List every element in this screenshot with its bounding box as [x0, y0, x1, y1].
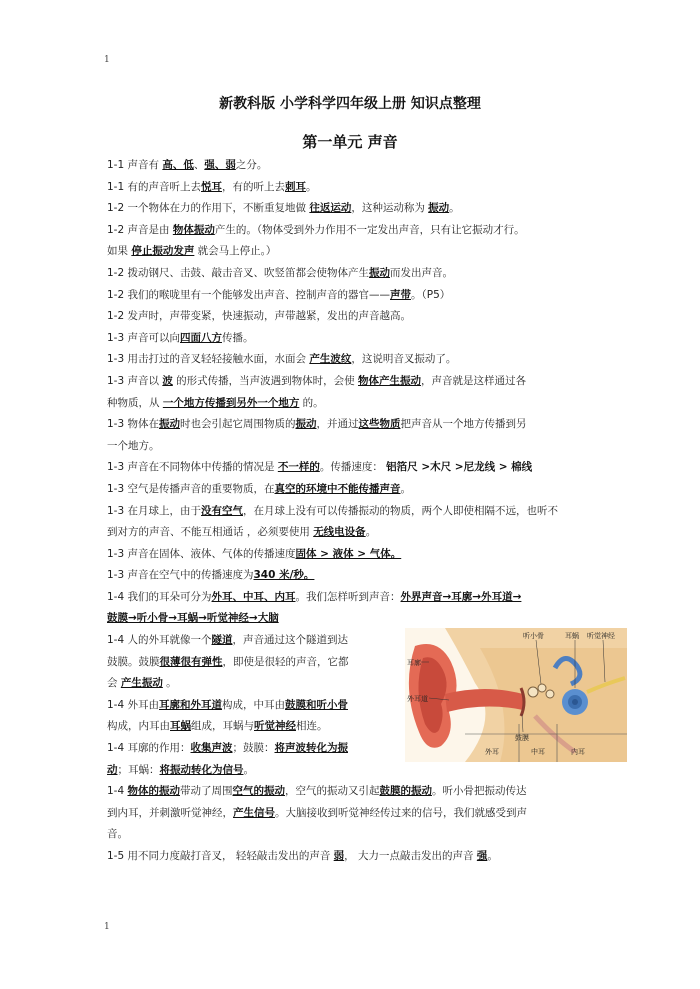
key-term: 鼓膜和听小骨: [285, 698, 348, 711]
text-segment: 一个地方。: [107, 439, 160, 452]
text-segment: 。: [487, 850, 498, 862]
note-line: [107, 716, 412, 738]
text-segment: 1-4 外耳由: [107, 698, 159, 711]
text-segment: 1-3 声音在空气中的传播速度为: [107, 569, 254, 582]
note-line: [107, 824, 627, 846]
key-term: 听觉神经: [254, 720, 296, 733]
text-segment: ， 大力一点敲击发出的声音: [344, 850, 477, 862]
text-segment: 1-2 我们的喉咙里有一个能够发出声音、控制声音的器官——: [107, 288, 390, 301]
key-term: 隧道: [211, 634, 233, 647]
text-segment: 1-3 用击打过的音叉轻轻接触水面，水面会: [107, 353, 310, 366]
text-segment: ，声音通过这个隧道到达: [232, 634, 348, 647]
text-segment: 。大脑接收到听觉神经传过来的信号，我们就感受到声: [275, 806, 527, 819]
note-line: [107, 544, 627, 566]
key-term: 鼓膜→听小骨→耳蜗→听觉神经→大脑: [107, 612, 279, 625]
key-term: 强、弱: [204, 159, 236, 171]
key-term: 四面八方: [180, 331, 222, 344]
ossicle-3: [546, 690, 554, 698]
label-auricle: 耳廓: [407, 659, 421, 667]
text-segment: ，即使是很轻的声音，它都: [222, 655, 349, 668]
note-line: [107, 479, 627, 501]
text-segment: ，并通过: [316, 418, 359, 431]
key-term: 很薄很有弹性: [159, 655, 223, 668]
key-term: 振动: [428, 202, 450, 215]
note-line: [107, 608, 627, 630]
text-segment: 、: [193, 159, 205, 171]
text-segment: 种物质，从: [107, 396, 163, 409]
key-term: 物体产生振动: [358, 374, 422, 387]
note-line: [107, 241, 627, 263]
note-line: [107, 565, 627, 587]
text-segment: 。: [243, 763, 254, 776]
text-segment: 把声音从一个地方传播到另: [400, 418, 527, 431]
text-segment: 1-2 一个物体在力的作用下，不断重复地做: [107, 202, 310, 215]
note-line: [107, 522, 627, 544]
label-eardrum: 鼓膜: [515, 734, 529, 742]
note-line: [107, 263, 627, 285]
label-auditory-nerve: 听觉神经: [587, 632, 615, 640]
key-term: 无线电设备: [313, 526, 366, 539]
note-line: [107, 349, 627, 371]
text-segment: 1-1 有的声音听上去: [107, 180, 201, 193]
text-segment: ，这说明音叉振动了。: [351, 353, 457, 366]
label-cochlea: 耳蜗: [565, 632, 579, 640]
key-term: 空气的振动: [232, 785, 285, 798]
text-segment: ；鼓膜：: [232, 742, 275, 755]
label-ossicles: 听小骨: [523, 632, 544, 640]
text-segment: 的。: [299, 396, 324, 409]
text-segment: 。听小骨把振动传达: [432, 785, 527, 798]
key-term: 刺耳: [285, 180, 306, 193]
text-segment: 如果: [107, 245, 132, 258]
key-term: 停止振动发声: [131, 245, 195, 258]
text-segment: 。传播速度：: [319, 461, 387, 474]
text-segment: 的形式传播，当声波遇到物体时，会使: [172, 374, 359, 387]
text-segment: 音。: [107, 828, 128, 841]
text-segment: 。: [306, 180, 317, 193]
key-term: 340 米/秒。: [253, 569, 315, 582]
text-segment: 。（P5）: [411, 288, 451, 301]
page-number-top: 1: [104, 55, 110, 65]
document-title: 新教科版 小学科学四年级上册 知识点整理: [219, 96, 481, 112]
note-line: [107, 155, 627, 177]
key-term: 物体振动: [172, 223, 215, 236]
text-segment: 产生的。（物体受到外力作用不一定发出声音，只有让它振动才行。: [214, 223, 525, 236]
text-segment: 到对方的声音、不能互相通话 ，必须要使用: [107, 526, 314, 539]
text-segment: 组成，耳蜗与: [191, 720, 254, 733]
key-term: 一个地方传播到另外一个地方: [162, 396, 300, 409]
text-segment: 1-3 在月球上，由于: [107, 504, 201, 517]
label-middle-ear: 中耳: [531, 748, 545, 756]
note-line: [107, 436, 627, 458]
note-line: [107, 587, 627, 609]
text-segment: 1-3 声音以: [107, 374, 163, 387]
text-segment: 1-3 物体在: [107, 418, 159, 431]
note-line: [107, 652, 412, 674]
text-segment: ，空气的振动又引起: [285, 785, 380, 798]
text-segment: 1-3 声音在固体、液体、气体的传播速度: [107, 547, 296, 560]
text-segment: 构成，内耳由: [107, 720, 170, 733]
text-segment: 1-4 耳廓的作用：: [107, 742, 191, 755]
key-term: 振动: [295, 418, 317, 431]
key-term: 耳蜗: [170, 720, 191, 733]
text-segment: ，有的听上去: [222, 180, 285, 193]
note-line: [107, 220, 627, 242]
key-term: 动: [107, 763, 118, 776]
text-segment: 1-5 用不同力度敲打音叉， 轻轻敲击发出的声音: [107, 850, 334, 862]
text-segment: 1-2 声音是由: [107, 223, 173, 236]
text-segment: 带动了周围: [180, 785, 233, 798]
key-term: 收集声波: [190, 742, 233, 755]
text-segment: 构成，中耳由: [222, 698, 285, 711]
text-segment: ，声音就是这样通过各: [421, 374, 527, 387]
text-segment: 相连。: [296, 720, 328, 733]
text-segment: 而发出声音。: [390, 266, 453, 279]
note-line: [107, 695, 412, 717]
key-term: 外界声音→耳廓→外耳道→: [400, 590, 522, 603]
note-line: [107, 846, 627, 868]
key-term: 振动: [369, 266, 390, 279]
key-term: 强: [476, 850, 488, 862]
key-term: 固体 > 液体 > 气体。: [295, 547, 402, 560]
note-line: [107, 414, 627, 436]
page-number-bottom: 1: [104, 922, 110, 932]
key-term: 物体的振动: [127, 785, 180, 798]
ear-anatomy-figure: [405, 628, 627, 762]
key-term: 高、低: [162, 159, 194, 171]
note-line: [107, 457, 627, 479]
text-segment: ，在月球上没有可以传播振动的物质，两个人即使相隔不远，也听不: [243, 504, 558, 517]
text-segment: 1-3 声音在不同物体中传播的情况是: [107, 461, 278, 474]
label-ear-canal: 外耳道: [407, 695, 428, 703]
note-line: [107, 306, 627, 328]
note-line: [107, 371, 627, 393]
key-term: 产生振动: [120, 677, 163, 690]
key-term: 往返运动: [309, 202, 352, 215]
text-segment: 到内耳，并刺激听觉神经，: [107, 806, 233, 819]
text-segment: 1-4 我们的耳朵可分为: [107, 590, 212, 603]
unit-title: 第一单元 声音: [302, 133, 398, 151]
key-term: 耳廓和外耳道: [159, 698, 222, 711]
text-segment: 。: [162, 677, 177, 690]
note-line: [107, 760, 412, 782]
key-term: 悦耳: [201, 180, 222, 193]
text-segment: 。: [365, 526, 377, 539]
label-outer-ear: 外耳: [485, 748, 499, 756]
note-line: [107, 738, 412, 760]
note-line: [107, 328, 627, 350]
text-segment: 就会马上停止。）: [194, 245, 277, 258]
key-term: 不一样的: [277, 461, 320, 474]
note-line: [107, 501, 627, 523]
text-segment: 。我们怎样听到声音：: [295, 590, 401, 603]
text-segment: 。: [400, 482, 411, 495]
note-line: [107, 803, 627, 825]
text-segment: 1-3 声音可以向: [107, 331, 180, 344]
text-segment: 鼓膜。鼓膜: [107, 655, 160, 668]
label-inner-ear: 内耳: [571, 748, 585, 756]
key-term: 产生信号: [233, 806, 275, 819]
text-segment: 之分。: [235, 159, 268, 171]
text-segment: 1-2 拨动钢尺、击鼓、敲击音叉、吹竖笛都会使物体产生: [107, 266, 369, 279]
text-segment: 。: [449, 202, 460, 215]
note-line: [107, 781, 627, 803]
key-term: 波: [162, 374, 173, 387]
key-term: 产生波纹: [309, 353, 352, 366]
text-segment: 1-1 声音有: [107, 159, 163, 171]
key-term: 鼓膜的振动: [379, 785, 432, 798]
text-segment: 传播。: [222, 331, 254, 344]
note-line: [107, 177, 627, 199]
key-term: 声带: [390, 288, 411, 301]
key-term: 将振动转化为信号: [159, 763, 244, 776]
note-line: [107, 393, 627, 415]
key-term: 弱: [333, 850, 345, 862]
text-segment: 1-2 发声时，声带变紧，快速振动，声带越紧，发出的声音越高。: [107, 310, 411, 323]
key-term: 真空的环境中不能传播声音: [274, 482, 401, 495]
note-line: [107, 673, 412, 695]
key-term: 外耳、中耳、内耳: [211, 590, 296, 603]
key-term: 振动: [159, 418, 180, 431]
text-segment: ，这种运动称为: [351, 202, 429, 215]
note-line: [107, 198, 627, 220]
text-segment: ；耳蜗：: [117, 763, 160, 776]
key-term: 将声波转化为振: [274, 742, 348, 755]
note-line: [107, 285, 627, 307]
ossicle-2: [538, 684, 546, 692]
text-segment: 时也会引起它周围物质的: [180, 418, 296, 431]
text-segment: 会: [107, 677, 121, 690]
key-term: 铝箔尺 >木尺 >尼龙线 > 棉线: [386, 461, 533, 474]
text-segment: 1-3 空气是传播声音的重要物质，在: [107, 482, 275, 495]
key-term: 没有空气: [201, 504, 243, 517]
key-term: 这些物质: [358, 418, 401, 431]
text-segment: 1-4: [107, 785, 128, 798]
note-line: [107, 630, 412, 652]
text-segment: 1-4 人的外耳就像一个: [107, 634, 212, 647]
ossicle-1: [528, 687, 538, 697]
